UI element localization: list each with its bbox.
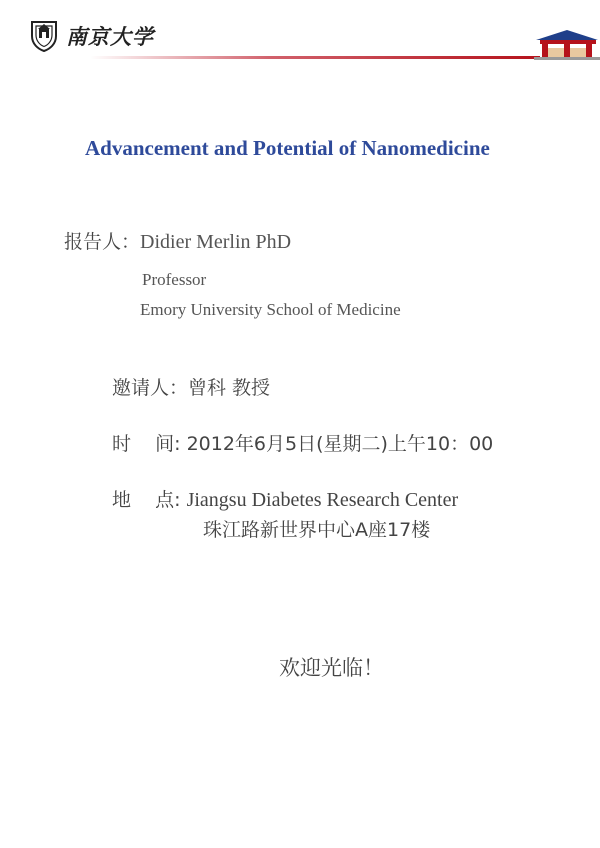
venue-line-2: 珠江路新世界中心A座17楼 xyxy=(203,519,431,541)
time-row xyxy=(112,429,493,456)
time-value: 2012年6月5日(星期二)上午10：00 xyxy=(186,433,494,455)
venue-line-1: Jiangsu Diabetes Research Center xyxy=(186,489,459,511)
talk-title: Advancement and Potential of Nanomedicine xyxy=(85,136,490,160)
host-label: 邀请人： xyxy=(112,377,189,399)
university-name: 南京大学 xyxy=(66,24,154,49)
time-label: 时 间: xyxy=(112,433,181,455)
host-row xyxy=(112,373,270,400)
speaker-affiliation: Emory University School of Medicine xyxy=(140,300,401,319)
host-value: 曾科 教授 xyxy=(188,377,271,399)
university-gate-icon xyxy=(534,26,600,60)
speaker-row xyxy=(64,227,291,254)
welcome-message: 欢迎光临！ xyxy=(279,656,384,680)
venue-label: 地 点: xyxy=(112,489,181,511)
header-divider xyxy=(90,56,540,59)
university-crest-icon xyxy=(30,18,58,52)
venue-row xyxy=(112,485,458,512)
speaker-name: Didier Merlin PhD xyxy=(140,231,292,253)
speaker-label: 报告人： xyxy=(64,231,141,253)
speaker-title: Professor xyxy=(142,270,207,289)
header xyxy=(0,0,600,62)
